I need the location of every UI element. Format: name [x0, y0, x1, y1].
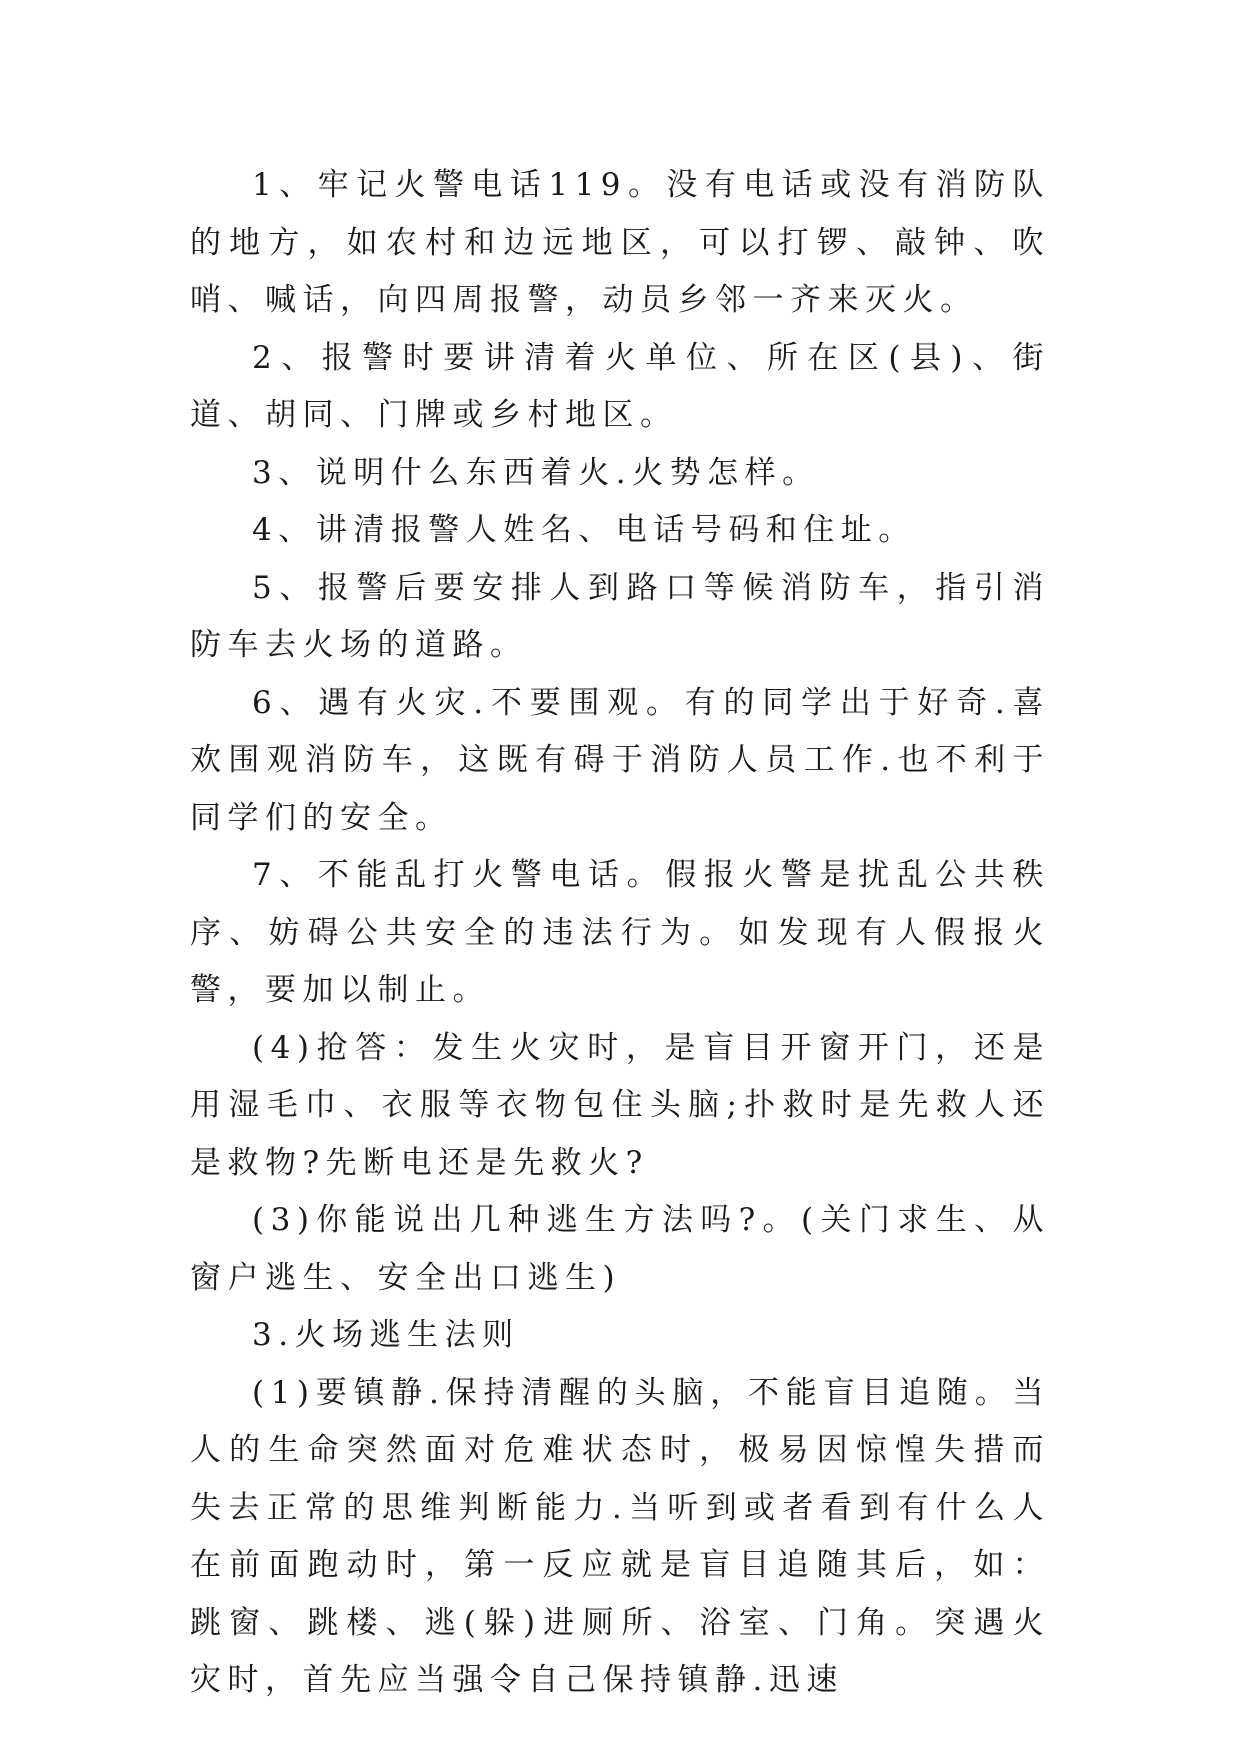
- paragraph-4: 4、讲清报警人姓名、电话号码和住址。: [252, 512, 916, 548]
- paragraph-1: 1、牢记火警电话119。没有电话或没有消防队的地方，如农村和边远地区，可以打锣、敲钟、吹哨、喊话，向四周报警，动员乡邻一齐来灭火。: [190, 167, 1050, 318]
- paragraph-quiz: (4)抢答：发生火灾时，是盲目开窗开门，还是用湿毛巾、衣服等衣物包住头脑;扑救时是先救人还是救物?先断电还是先救火?: [190, 1029, 1050, 1181]
- paragraph-3: 3、说明什么东西着火.火势怎样。: [252, 454, 820, 491]
- paragraph-2: 2、报警时要讲清着火单位、所在区(县)、街道、胡同、门牌或乡村地区。: [190, 339, 1050, 433]
- document-body: [190, 157, 1050, 1710]
- paragraph-5: 5、报警后要安排人到路口等候消防车，指引消防车去火场的道路。: [190, 569, 1050, 663]
- section-heading: 3.火场逃生法则: [252, 1317, 520, 1353]
- paragraph-7: 7、不能乱打火警电话。假报火警是扰乱公共秩序、妨碍公共安全的违法行为。如发现有人假报火警，要加以制止。: [190, 857, 1050, 1008]
- paragraph-rule-1: (1)要镇静.保持清醒的头脑，不能盲目追随。当人的生命突然面对危难状态时，极易因惊惶失措而失去正常的思维判断能力.当听到或者看到有什么人在前面跑动时，第一反应就是盲目追随其后，如：跳窗、跳楼、逃(躲)进厕所、浴室、门角。突遇火灾时，首先应当强令自己保持镇静.迅速: [190, 1374, 1050, 1698]
- paragraph-escape-methods: (3)你能说出几种逃生方法吗?。(关门求生、从窗户逃生、安全出口逃生): [190, 1202, 1050, 1296]
- paragraph-6: 6、遇有火灾.不要围观。有的同学出于好奇.喜欢围观消防车，这既有碍于消防人员工作.也不利于同学们的安全。: [190, 684, 1050, 836]
